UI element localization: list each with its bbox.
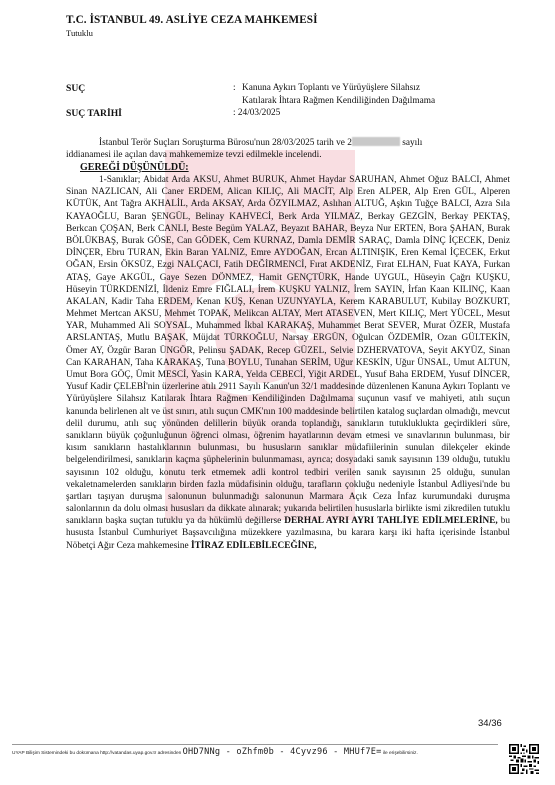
- page-number: 34/36: [478, 718, 502, 729]
- crime-date-label: SUÇ TARİHİ: [66, 108, 122, 119]
- crime-colon: :: [233, 83, 236, 93]
- crime-date-value: : 24/03/2025: [233, 108, 281, 118]
- intro-text-b: sayılı: [399, 138, 423, 148]
- case-status: Tutuklu: [66, 28, 93, 38]
- footer: [12, 747, 418, 757]
- crime-label: SUÇ: [66, 83, 86, 94]
- decision-paragraph: 1-Sanıklar; Abidat Arda AKSU, Ahmet BURUK, Ahmet Haydar SARUHAN, Ahmet Oğuz BALCI, Ahmet Sinan NAZLICAN, Ali Caner ERDEM, Alican KILIÇ, Ali MACİT, Alp Eren ALPER, Alp Eren GÜL, Alperen KÜTÜK, Ant Tağra AKHALİL, Arda AKSAY, Arda ÖZYILMAZ, Aslıhan ALTUĞ, Aşkın Tuğçe BALCI, Azra Sıla KAYAOĞLU, Baran ŞENGÜL, Belinay KAHVECİ, Berk Arda YILMAZ, Berkay GEZGİN, Berkay PEKTAŞ, Berkcan ÇOŞAN, Berk CANLI, Beste Begüm YALAZ, Beyazıt BAHAR, Beyza Nur ERTEN, Bora ŞAHAN, Burak BÖLÜKBAŞ, Burak GÖSE, Can GÖDEK, Cem KURNAZ, Damla DEMİR SARAÇ, Damla DİNÇ İÇECEK, Deniz DİNÇER, Ebru TURAN, Ekin Baran YALNIZ, Emre AYDOĞAN, Ercan ALTINIŞIK, Eren Kemal İÇECEK, Erkut OĞAN, Ersin ÖKSÜZ, Ezgi NALÇACI, Fatih DEĞİRMENCİ, Fırat AKDENİZ, Fırat ELHAN, Fuat KAYA, Furkan ATAŞ, Gaye AKGÜL, Gaye Sezen DÖNMEZ, Hamit GENÇTÜRK, Hande UYGUL, Hüseyin Çağrı KUŞKU, Hüseyin TÜRKDENİZİ, İldeniz Emre FIĞLALI, İrem KUŞKU YALNIZ, İrem SAYIN, İrfan Kaan KILINÇ, Kaan AKALAN, Kadir Taha ERDEM, Kenan KUŞ, Kenan UZUNYAYLA, Kerem KARABULUT, Kubilay BOZKURT, Mehmet Mertcan AKSU, Mehmet TOPAK, Melikcan ALTAY, Mert ATASEVEN, Mert KILIÇ, Mert YÜCEL, Mesut YAR, Muhammed Ali SOYSAL, Muhammed İkbal KARAKAŞ, Muhammet Berat SEVER, Murat ÖZER, Mustafa ARSLANTAŞ, Mutlu BAŞAK, Müjdat TÜRKOĞLU, Narsay ERGÜN, Oğulcan ÖZDEMİR, Ozan GÜLTEKİN, Ömer AY, Özgür Baran ÜNGÖR, Pelinsu ŞADAK, Recep GÜZEL, Selvie DZHERVATOVA, Seyit AKYÜZ, Sinan Can KARAHAN, Taha KARAKAŞ, Tuna BOYLU, Tunahan SERİM, Uğur KESKİN, Uğur ÜNSAL, Umut ALTUN, Umut Bora GÖÇ, Ümit MESCİ, Yasin KARA, Yelda CEBECİ, Yiğit ARDEL, Yusuf Baha ERDEM, Yusuf DİNCER, Yusuf Kadir ÇELEBİ'nin üzerlerine atılı 2911 Sayılı Kanun'un 32/1 maddesinde düzenlenen Kanuna Aykırı Toplantı ve Yürüyüşlere Silahsız Katılarak İhtara Rağmen Kendiliğinden Dağılmama suçunun vasıf ve mahiyeti, atılı suçun kanunda belirlenen alt ve üst sınırı, atılı suçun CMK'nın 100 maddesinde belirtilen katalog suçlardan olmadığı, mevcut delil durumu, atılı suç yönünden delillerin büyük oranda toplandığı, sanıkların tutukluklukta geçirdikleri süre, sanıkların büyük çoğunluğunun öğrenci olması, öğrenim hayatlarının devam etmesi ve sınavlarının bulunması, bir kısım sanıkların hastalıklarının bulunması, bu hususların sanıklar müdafiilerinin sunulan dilekçeler ekinde belgelendirilmesi, sanıkların kaçma şüphelerinin bulunmaması, ayrıca; dosyadaki sanık sayısının 139 olduğu, tutuklu sayısının 102 olduğu, konutu terk etmemek adli kontrol tedbiri verilen sanık sayısının 25 olduğu, sunulan vekaletnamelerden sanıkların birden fazla müdafisinin olduğu, tarafların çokluğu nedeniyle İstanbul Adliyesi'nde bu şartları taşıyan duruşma salonunun bulunmadığı salonunun Marmara Açık Ceza İnfaz kurumundaki duruşma salonlarının da dolu olması hususları da dikkate alınarak; yukarıda belirtilen hususlarla birlikte ismi zikredilen tutuklu sanıkların başka suçtan tutuklu ya da hükümlü değillerse: [66, 175, 510, 527]
- footer-tail: ile erişebilirsiniz.: [382, 751, 418, 756]
- footer-text: UYAP Bilişim Sistemindeki bu dokümana http://vatandas.uyap.gov.tr adresinden: [12, 751, 182, 756]
- decision-tail: bu hususta İstanbul Cumhuriyet Başsavcılığına müzekkere yazılmasına, bu karara karşı iki hafta içerisinde İstanbul Nöbetçi Ağır Ceza mahkemesine: [66, 516, 511, 551]
- crime-value-line1: Kanuna Aykırı Toplantı ve Yürüyüşlere Silahsız: [242, 83, 420, 93]
- redaction-block: [352, 137, 400, 146]
- intro-line1: [99, 137, 510, 149]
- section-heading: GEREĞİ DÜŞÜNÜLDÜ:: [80, 162, 189, 173]
- intro-line2: iddianamesi ile açılan dava mahkememize tevzi edilmekle incelendi.: [66, 150, 322, 160]
- crime-value-line2: Katılarak İhtara Rağmen Kendiliğinden Dağılmama: [242, 96, 436, 106]
- appeal-notice: İTİRAZ EDİLEBİLECEĞİNE,: [190, 540, 317, 551]
- qr-code-icon: [509, 744, 539, 774]
- intro-text-a: İstanbul Terör Suçları Soruşturma Bürosu'nun 28/03/2025 tarih ve 2: [99, 138, 352, 148]
- decision-body: [66, 174, 510, 552]
- court-name: T.C. İSTANBUL 49. ASLİYE CEZA MAHKEMESİ: [66, 14, 318, 26]
- release-order: DERHAL AYRI AYRI TAHLİYE EDİLMELERİNE,: [284, 516, 498, 527]
- footer-divider: [12, 744, 498, 745]
- verification-code: OHD7NNg - oZhfm0b - 4Cyvz96 - MHUf7E=: [182, 747, 382, 757]
